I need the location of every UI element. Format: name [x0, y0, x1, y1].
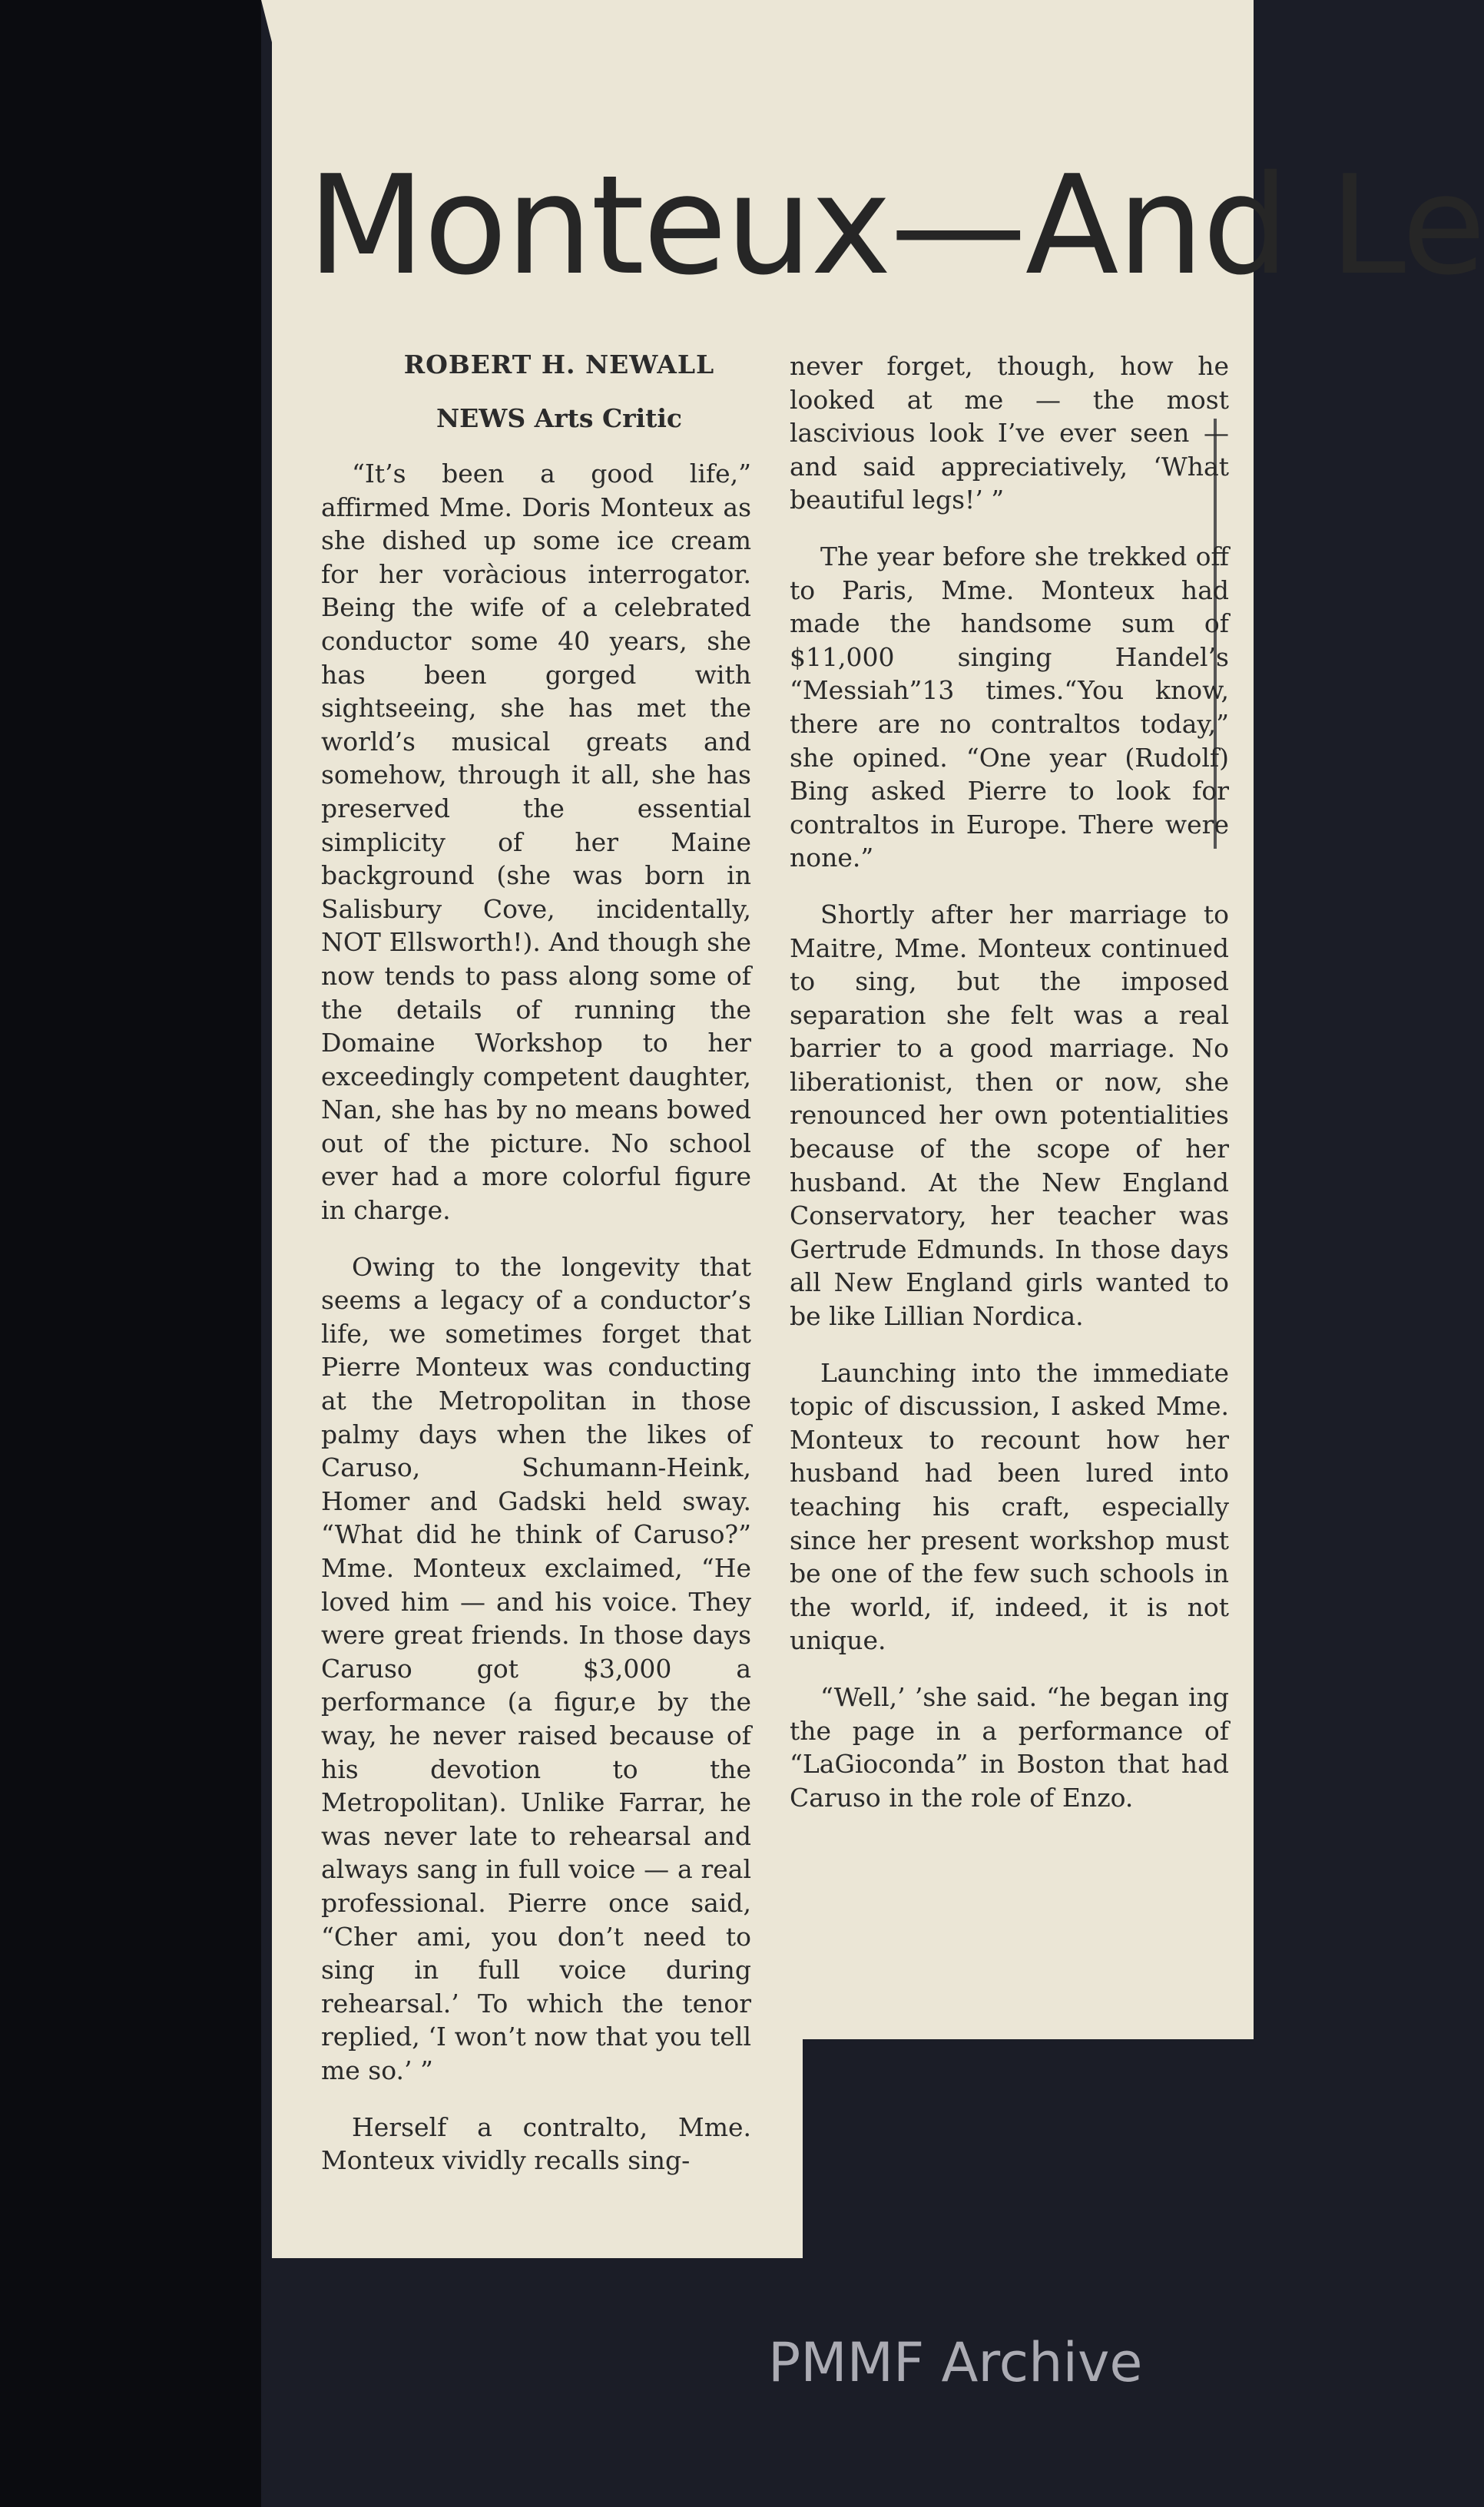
paragraph: “It’s been a good life,” affirmed Mme. Doris Monteux as she dished up some ice cream for her voràcious interrogator. Being the wife of a celebrated conductor some 40 years, she has been gorged with sightseeing, she has met the world’s musical greats and somehow, through it all, she has preserved the essential simplicity of her Maine background (she was born in Salisbury Cove, incidentally, NOT Ellsworth!). And though she now tends to pass along some of the details of running the Domaine Workshop to her exceedingly competent daughter, Nan, she has by no means bowed out of the picture. No school ever had a more colorful figure in charge. [321, 459, 751, 1226]
article-left-column [321, 457, 751, 2201]
paragraph: Shortly after her marriage to Maitre, Mme. Monteux continued to sing, but the imposed separation she felt was a real barrier to a good marriage. No liberationist, then or now, she renounced her own potentialities because of the scope of her husband. At the New England Conservatory, her teacher was Gertrude Edmunds. In those days all New England girls wanted to be like Lillian Nordica. [790, 899, 1229, 1332]
paragraph: never forget, though, how he looked at me — the most lascivious look I’ve ever seen — and said appreciatively, ‘What beautiful legs!’ ” [790, 351, 1229, 515]
archive-watermark: PMMF Archive [768, 2331, 1143, 2394]
paragraph: “Well,’ ’she said. “he began ing the page in a performance of “LaGioconda” in Boston that had Caruso in the role of Enzo. [790, 1681, 1229, 1813]
article-right-column [790, 349, 1229, 1837]
background-left-strip [0, 0, 261, 2507]
paragraph: Herself a contralto, Mme. Monteux vividly recalls sing- [321, 2111, 751, 2176]
paragraph: Owing to the longevity that seems a legacy of a conductor’s life, we sometimes forget that Pierre Monteux was conducting at the Metropolitan in those palmy days when the likes of Caruso, Schumann-Heink, Homer and Gadski held sway. “What did he think of Caruso?” Mme. Monteux exclaimed, “He loved him — and his voice. They were great friends. In those days Caruso got $3,000 a performance (a figur,e by the way, he never raised because of his devotion to the Metropolitan). Unlike Farrar, he was never late to rehearsal and always sang in full voice — a real professional. Pierre once said, “Cher ami, you don’t need to sing in full voice during rehearsal.’ To which the tenor replied, ‘I won’t now that you tell me so.’ ” [321, 1251, 751, 2085]
headline: Monteux—And Le [307, 146, 1484, 305]
byline-title: NEWS Arts Critic [436, 403, 683, 433]
paragraph: The year before she trekked off to Paris, Mme. Monteux had made the handsome sum of $11,000 singing Handel’s “Messiah”13 times.“You know, there are no contraltos today,” she opined. “One year (Rudolf) Bing asked Pierre to look for contraltos in Europe. There were none.” [790, 541, 1229, 873]
byline-name: ROBERT H. NEWALL [403, 349, 715, 379]
paragraph: Launching into the immediate topic of discussion, I asked Mme. Monteux to recount how her husband had been lured into teaching his craft, especially since her present workshop must be one of the few such schools in the world, if, indeed, it is not unique. [790, 1357, 1229, 1656]
